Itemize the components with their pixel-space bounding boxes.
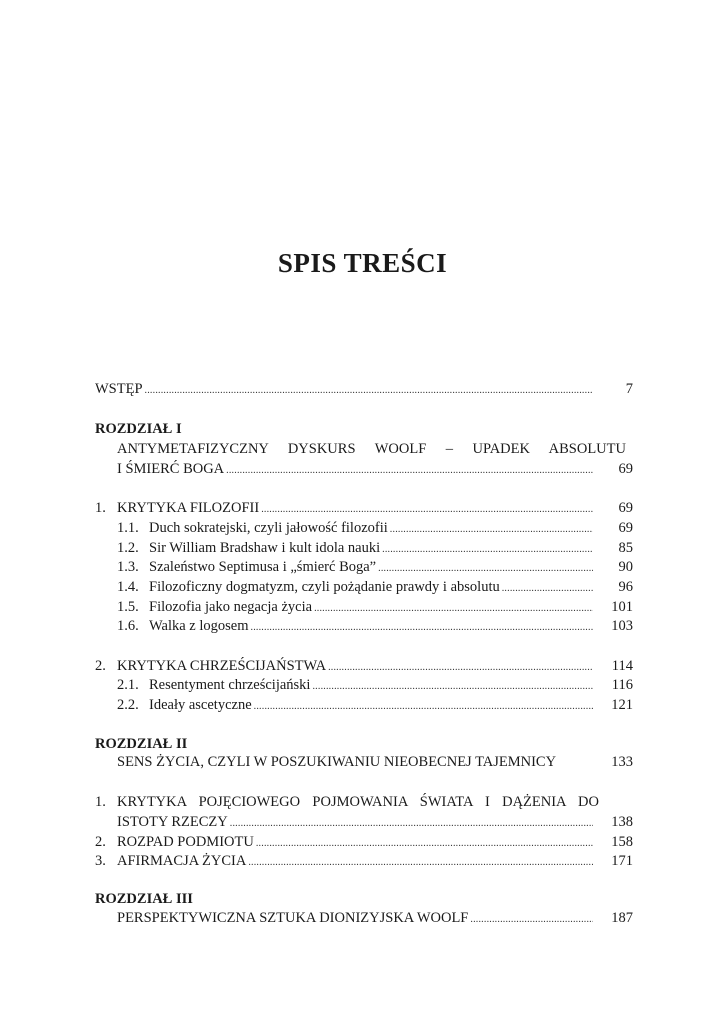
chapter-heading: ROZDZIAŁ I (95, 421, 182, 437)
toc-page-number: 171 (611, 853, 633, 869)
toc-entry-label: Walka z logosem (149, 618, 249, 634)
toc-entry-section-1[interactable] (95, 498, 633, 518)
toc-entry-number: 2. (95, 834, 106, 850)
toc-entry-label: KRYTYKA CHRZEŚCIJAŃSTWA (117, 658, 327, 674)
dot-leader (261, 500, 593, 520)
toc-entry-section-2-1[interactable] (117, 812, 633, 832)
toc-page-number: 187 (611, 910, 633, 926)
dot-leader (251, 618, 594, 638)
toc-entry-label: Sir William Bradshaw i kult idola nauki (149, 540, 381, 556)
toc-entry-label: I ŚMIERĆ BOGA (117, 461, 225, 477)
toc-entry-number: 2.2. (117, 697, 139, 713)
dot-leader (226, 461, 593, 481)
toc-page-number: 69 (618, 461, 633, 477)
toc-entry-subsection[interactable] (117, 695, 633, 715)
toc-entry-number: 1.1. (117, 520, 139, 536)
toc-page-number: 133 (611, 754, 633, 770)
toc-entry-chapter-1[interactable] (117, 459, 633, 479)
dot-leader (254, 697, 593, 717)
toc-entry-label: Filozofia jako negacja życia (149, 599, 313, 615)
dot-leader (312, 677, 593, 697)
dot-leader (248, 853, 593, 873)
toc-page-number: 114 (611, 658, 633, 674)
toc-entry-label: ROZPAD PODMIOTU (117, 834, 254, 850)
toc-entry-section-2-2[interactable] (95, 832, 633, 852)
toc-page-number: 96 (618, 579, 633, 595)
toc-entry-label: Resentyment chrześcijański (149, 677, 311, 693)
toc-entry-line (95, 792, 599, 812)
dot-leader (230, 814, 593, 834)
toc-entry-label: SENS ŻYCIA, CZYLI W POSZUKIWANIU NIEOBECNEJ TAJEMNICY (117, 754, 557, 770)
toc-page-number: 121 (611, 697, 633, 713)
toc-entry-label: AFIRMACJA ŻYCIA (117, 853, 247, 869)
toc-page-number: 7 (625, 381, 633, 397)
toc-entry-number: 1.6. (117, 618, 139, 634)
toc-entry-label: KRYTYKA FILOZOFII (117, 500, 260, 516)
toc-entry-subsection[interactable] (117, 538, 633, 558)
toc-page-number: 103 (611, 618, 633, 634)
toc-page-number: 90 (618, 559, 633, 575)
toc-entry-subsection[interactable] (117, 518, 633, 538)
page-title: SPIS TREŚCI (277, 248, 448, 278)
dot-leader (378, 559, 593, 579)
toc-page-number: 85 (618, 540, 633, 556)
dot-leader (502, 579, 593, 599)
toc-entry-label: KRYTYKA POJĘCIOWEGO POJMOWANIA ŚWIATA I DĄŻENIA DO (117, 794, 599, 810)
toc-entry-number: 1. (95, 794, 106, 810)
toc-entry-section-2[interactable] (95, 656, 633, 676)
toc-entry-label: WSTĘP (95, 381, 143, 397)
toc-entry-label: Duch sokratejski, czyli jałowość filozofii (149, 520, 388, 536)
toc-page-number: 116 (611, 677, 633, 693)
toc-entry-number: 1.4. (117, 579, 139, 595)
toc-entry-label: PERSPEKTYWICZNA SZTUKA DIONIZYJSKA WOOLF (117, 910, 469, 926)
toc-entry-subsection[interactable] (117, 675, 633, 695)
dot-leader (145, 381, 593, 401)
toc-entry-intro[interactable] (95, 379, 633, 399)
chapter-heading: ROZDZIAŁ II (95, 736, 188, 752)
toc-entry-label: ISTOTY RZECZY (117, 814, 228, 830)
toc-entry-number: 1.5. (117, 599, 139, 615)
chapter-title-line (117, 439, 626, 459)
chapter-title-text: ANTYMETAFIZYCZNY DYSKURS WOOLF – UPADEK ABSOLUTU (117, 441, 626, 457)
toc-entry-subsection[interactable] (117, 597, 633, 617)
toc-entry-label: Szaleństwo Septimusa i „śmierć Boga” (149, 559, 377, 575)
dot-leader (390, 520, 593, 540)
toc-page-number: 158 (611, 834, 633, 850)
toc-page-number: 101 (611, 599, 633, 615)
dot-leader (470, 910, 593, 930)
toc-entry-number: 2. (95, 658, 106, 674)
chapter-heading: ROZDZIAŁ III (95, 891, 193, 907)
toc-entry-number: 3. (95, 853, 106, 869)
toc-page-number: 69 (618, 520, 633, 536)
toc-page-number: 138 (611, 814, 633, 830)
toc-entry-number: 1. (95, 500, 106, 516)
toc-entry-chapter-3[interactable] (117, 908, 633, 928)
toc-entry-subsection[interactable] (117, 577, 633, 597)
toc-entry-subsection[interactable] (117, 616, 633, 636)
toc-entry-number: 2.1. (117, 677, 139, 693)
toc-entry-chapter-2[interactable] (117, 752, 633, 772)
toc-page-number: 69 (618, 500, 633, 516)
toc-entry-label: Ideały ascetyczne (149, 697, 252, 713)
toc-entry-number: 1.2. (117, 540, 139, 556)
toc-entry-number: 1.3. (117, 559, 139, 575)
toc-entry-section-2-3[interactable] (95, 851, 633, 871)
toc-entry-subsection[interactable] (117, 557, 633, 577)
toc-entry-label: Filozoficzny dogmatyzm, czyli pożądanie prawdy i absolutu (149, 579, 500, 595)
